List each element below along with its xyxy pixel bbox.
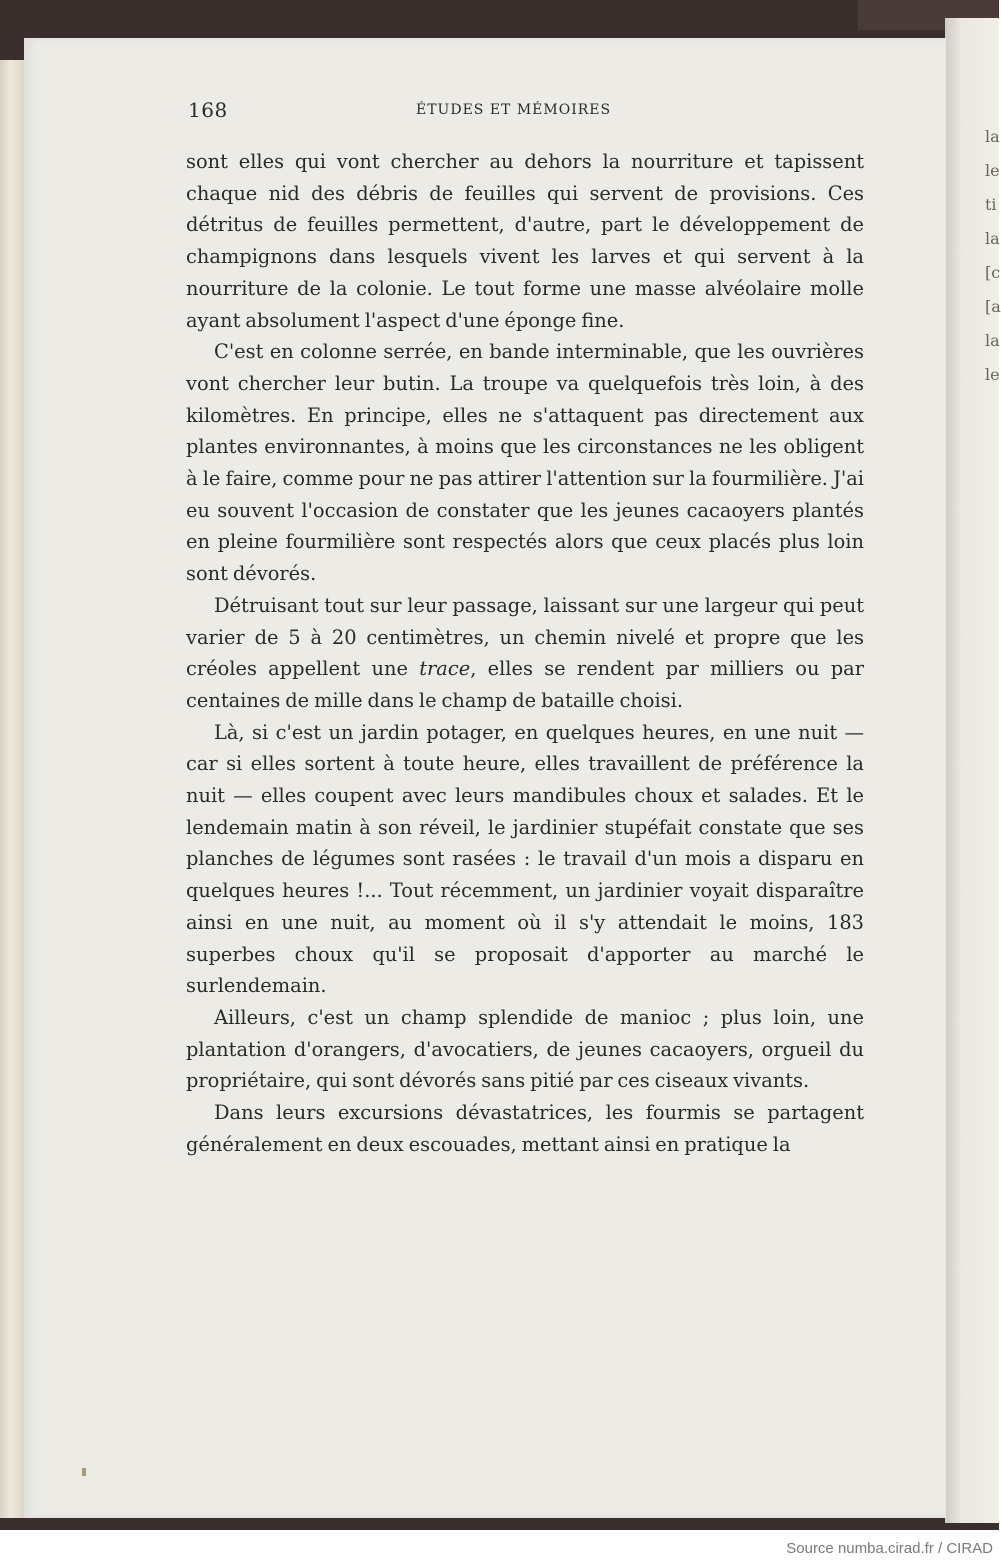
body-text	[186, 146, 864, 1161]
running-head: ÉTUDES ET MÉMOIRES	[416, 102, 612, 118]
adjacent-page-margin: la le ti la [c [a la le	[985, 127, 1001, 384]
page-number: 168	[188, 98, 228, 122]
paper-speck	[82, 1468, 86, 1476]
text-run: , elles se rendent par milliers ou par centaines de mille dans le champ de bataille choisi.	[186, 657, 864, 712]
source-credit: Source numba.cirad.fr / CIRAD	[786, 1540, 993, 1557]
paragraph: Ailleurs, c'est un champ splendide de manioc ; plus loin, une plantation d'orangers, d'avocatiers, de jeunes cacaoyers, orgueil du propriétaire, qui sont dévorés sans pitié par ces ciseaux vivants.	[186, 1005, 864, 1093]
paragraph: Dans leurs excursions dévastatrices, les fourmis se partagent généralement en deux escouades, mettant ainsi en pratique la	[186, 1101, 864, 1156]
page-header	[186, 98, 864, 124]
paragraph: sont elles qui vont chercher au dehors la nourriture et tapissent chaque nid des débris de feuilles qui servent de provisions. Ces détritus de feuilles permettent, d'autre, part le développement de champignons dans lesquels vivent les larves et qui servent à la nourriture de la colonie. Le tout forme une masse alvéolaire molle ayant absolument l'aspect d'une éponge fine.	[186, 150, 864, 332]
paragraph: Là, si c'est un jardin potager, en quelques heures, en une nuit — car si elles sortent à toute heure, elles travaillent de préférence la nuit — elles coupent avec leurs mandibules choux et salades. Et le lendemain matin à son réveil, le jardinier stupéfait constate que ses planches de légumes sont rasées : le travail d'un mois a disparu en quelques heures !... Tout récemment, un jardinier voyait disparaître ainsi en une nuit, au moment où il s'y attendait le moins, 183 superbes choux qu'il se proposait d'apporter au marché le surlendemain.	[186, 720, 864, 998]
text-run: Détruisant tout sur leur passage, laissant sur une largeur qui peut varier de 5 à 20 centimètres, un chemin nivelé et propre que les créoles appellent une	[186, 593, 864, 681]
italic-term: trace	[419, 657, 471, 681]
paragraph: C'est en colonne serrée, en bande interminable, que les ouvrières vont chercher leur butin. La troupe va quelquefois très loin, à des kilomètres. En principe, elles ne s'attaquent pas directement aux plantes environnantes, à moins que les circonstances ne les obligent à le faire, comme pour ne pas attirer l'attention sur la fourmilière. J'ai eu souvent l'occasion de constater que les jeunes cacaoyers plantés en pleine fourmilière sont respectés alors que ceux placés plus loin sont dévorés.	[186, 340, 864, 586]
page-stack-edge	[0, 60, 26, 1518]
paragraph	[186, 590, 864, 717]
